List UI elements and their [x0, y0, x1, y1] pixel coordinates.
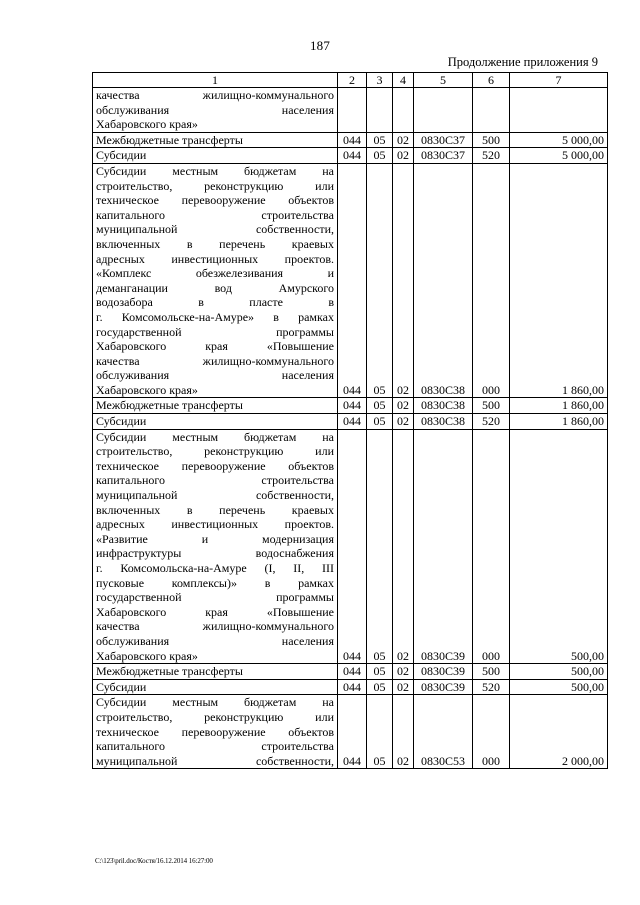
row-description: [93, 132, 338, 148]
description-line: строительство, реконструкцию или: [96, 709, 334, 724]
header-row: [93, 73, 608, 88]
header-cell: 4: [393, 73, 414, 88]
description-line: Хабаровского края»: [96, 648, 198, 663]
table-row: [93, 429, 608, 664]
kvsr-code: 044: [338, 163, 367, 398]
description-line: муниципальной собственности,: [96, 222, 334, 237]
section-code: 05: [367, 132, 393, 148]
amount: 500,00: [510, 679, 608, 695]
target-article-code: 0830С39: [414, 664, 473, 680]
section-code: 05: [367, 695, 393, 769]
description-line: капитального строительства: [96, 473, 334, 488]
description-line: техническое перевооружение объектов: [96, 724, 334, 739]
description-line: Субсидии: [96, 679, 147, 694]
header-cell: 5: [414, 73, 473, 88]
description-line: Субсидии местным бюджетам на: [96, 429, 334, 444]
description-line: Хабаровского края»: [96, 117, 198, 132]
kvsr-code: [338, 88, 367, 133]
amount: 5 000,00: [510, 132, 608, 148]
target-article-code: 0830С39: [414, 429, 473, 664]
kvsr-code: 044: [338, 414, 367, 430]
section-code: [367, 88, 393, 133]
target-article-code: [414, 88, 473, 133]
description-line: техническое перевооружение объектов: [96, 458, 334, 473]
section-code: 05: [367, 163, 393, 398]
description-line: Хабаровского края «Повышение: [96, 339, 334, 354]
subsection-code: 02: [393, 398, 414, 414]
description-line: г. Комсомольска-на-Амуре (I, II, III: [96, 561, 334, 575]
kvsr-code: 044: [338, 664, 367, 680]
section-code: 05: [367, 664, 393, 680]
kvsr-code: 044: [338, 398, 367, 414]
row-description: [93, 414, 338, 430]
expense-type-code: 520: [473, 148, 510, 164]
kvsr-code: 044: [338, 148, 367, 164]
description-line: техническое перевооружение объектов: [96, 193, 334, 208]
description-line: государственной программы: [96, 324, 334, 339]
description-line: Субсидии местным бюджетам на: [96, 163, 334, 178]
description-line: пусковые комплексы)» в рамках: [96, 575, 334, 590]
header-cell: 3: [367, 73, 393, 88]
expense-type-code: 000: [473, 163, 510, 398]
budget-table: [92, 72, 608, 769]
amount: 5 000,00: [510, 148, 608, 164]
table-row: [93, 148, 608, 164]
table-row: [93, 664, 608, 680]
expense-type-code: 000: [473, 429, 510, 664]
row-description: [93, 664, 338, 680]
description-line: государственной программы: [96, 590, 334, 605]
description-line: качества жилищно-коммунального: [96, 353, 334, 368]
table-row: [93, 695, 608, 769]
subsection-code: 02: [393, 664, 414, 680]
table-row: [93, 163, 608, 398]
expense-type-code: 000: [473, 695, 510, 769]
description-line: Хабаровского края «Повышение: [96, 604, 334, 619]
header-cell: 2: [338, 73, 367, 88]
expense-type-code: 500: [473, 132, 510, 148]
description-line: Межбюджетные трансферты: [96, 664, 243, 679]
description-line: «Комплекс обезжелезивания и: [96, 266, 334, 281]
subsection-code: 02: [393, 163, 414, 398]
description-line: включенных в перечень краевых: [96, 502, 334, 517]
description-line: муниципальной собственности,: [96, 753, 334, 768]
target-article-code: 0830С39: [414, 679, 473, 695]
description-line: Межбюджетные трансферты: [96, 398, 243, 413]
target-article-code: 0830С38: [414, 414, 473, 430]
header-cell: 1: [93, 73, 338, 88]
subsection-code: 02: [393, 414, 414, 430]
amount: 1 860,00: [510, 163, 608, 398]
description-line: Субсидии: [96, 148, 147, 163]
description-line: Субсидии местным бюджетам на: [96, 695, 334, 710]
kvsr-code: 044: [338, 429, 367, 664]
row-description: [93, 148, 338, 164]
section-code: 05: [367, 414, 393, 430]
description-line: адресных инвестиционных проектов.: [96, 251, 334, 266]
expense-type-code: [473, 88, 510, 133]
description-line: водозабора в пласте в: [96, 295, 334, 310]
description-line: муниципальной собственности,: [96, 488, 334, 503]
description-line: включенных в перечень краевых: [96, 236, 334, 251]
target-article-code: 0830С37: [414, 148, 473, 164]
amount: 1 860,00: [510, 398, 608, 414]
description-line: Хабаровского края»: [96, 382, 198, 397]
target-article-code: 0830С38: [414, 163, 473, 398]
subsection-code: 02: [393, 132, 414, 148]
description-line: капитального строительства: [96, 207, 334, 222]
table-row: [93, 679, 608, 695]
section-code: 05: [367, 398, 393, 414]
description-line: деманганации вод Амурского: [96, 280, 334, 295]
row-description: [93, 163, 338, 398]
subsection-code: [393, 88, 414, 133]
appendix-continuation-note: Продолжение приложения 9: [447, 55, 598, 69]
target-article-code: 0830С53: [414, 695, 473, 769]
target-article-code: 0830С37: [414, 132, 473, 148]
row-description: [93, 429, 338, 664]
page-number: 187: [309, 38, 331, 53]
description-line: строительство, реконструкцию или: [96, 444, 334, 459]
header-cell: 6: [473, 73, 510, 88]
description-line: капитального строительства: [96, 739, 334, 754]
description-line: качества жилищно-коммунального: [96, 88, 334, 102]
subsection-code: 02: [393, 429, 414, 664]
table-row: [93, 414, 608, 430]
subsection-code: 02: [393, 695, 414, 769]
row-description: [93, 695, 338, 769]
description-line: качества жилищно-коммунального: [96, 619, 334, 634]
row-description: [93, 88, 338, 133]
description-line: строительство, реконструкцию или: [96, 178, 334, 193]
description-line: инфраструктуры водоснабжения: [96, 546, 334, 561]
section-code: 05: [367, 429, 393, 664]
amount: 500,00: [510, 429, 608, 664]
amount: 500,00: [510, 664, 608, 680]
description-line: обслуживания населения: [96, 633, 334, 648]
table-row: [93, 398, 608, 414]
row-description: [93, 679, 338, 695]
description-line: Субсидии: [96, 414, 147, 429]
row-description: [93, 398, 338, 414]
table-row: [93, 132, 608, 148]
subsection-code: 02: [393, 148, 414, 164]
description-line: обслуживания населения: [96, 368, 334, 383]
expense-type-code: 520: [473, 679, 510, 695]
amount: [510, 88, 608, 133]
kvsr-code: 044: [338, 132, 367, 148]
description-line: «Развитие и модернизация: [96, 531, 334, 546]
header-cell: 7: [510, 73, 608, 88]
kvsr-code: 044: [338, 695, 367, 769]
subsection-code: 02: [393, 679, 414, 695]
expense-type-code: 500: [473, 398, 510, 414]
kvsr-code: 044: [338, 679, 367, 695]
section-code: 05: [367, 679, 393, 695]
description-line: обслуживания населения: [96, 102, 334, 117]
description-line: адресных инвестиционных проектов.: [96, 517, 334, 532]
amount: 1 860,00: [510, 414, 608, 430]
expense-type-code: 520: [473, 414, 510, 430]
section-code: 05: [367, 148, 393, 164]
file-path-footer: C:\123\pril.doc/Костя/16.12.2014 16:27:00: [95, 857, 213, 865]
target-article-code: 0830С38: [414, 398, 473, 414]
table-row: [93, 88, 608, 133]
description-line: г. Комсомольске-на-Амуре» в рамках: [96, 309, 334, 324]
description-line: Межбюджетные трансферты: [96, 132, 243, 147]
expense-type-code: 500: [473, 664, 510, 680]
amount: 2 000,00: [510, 695, 608, 769]
